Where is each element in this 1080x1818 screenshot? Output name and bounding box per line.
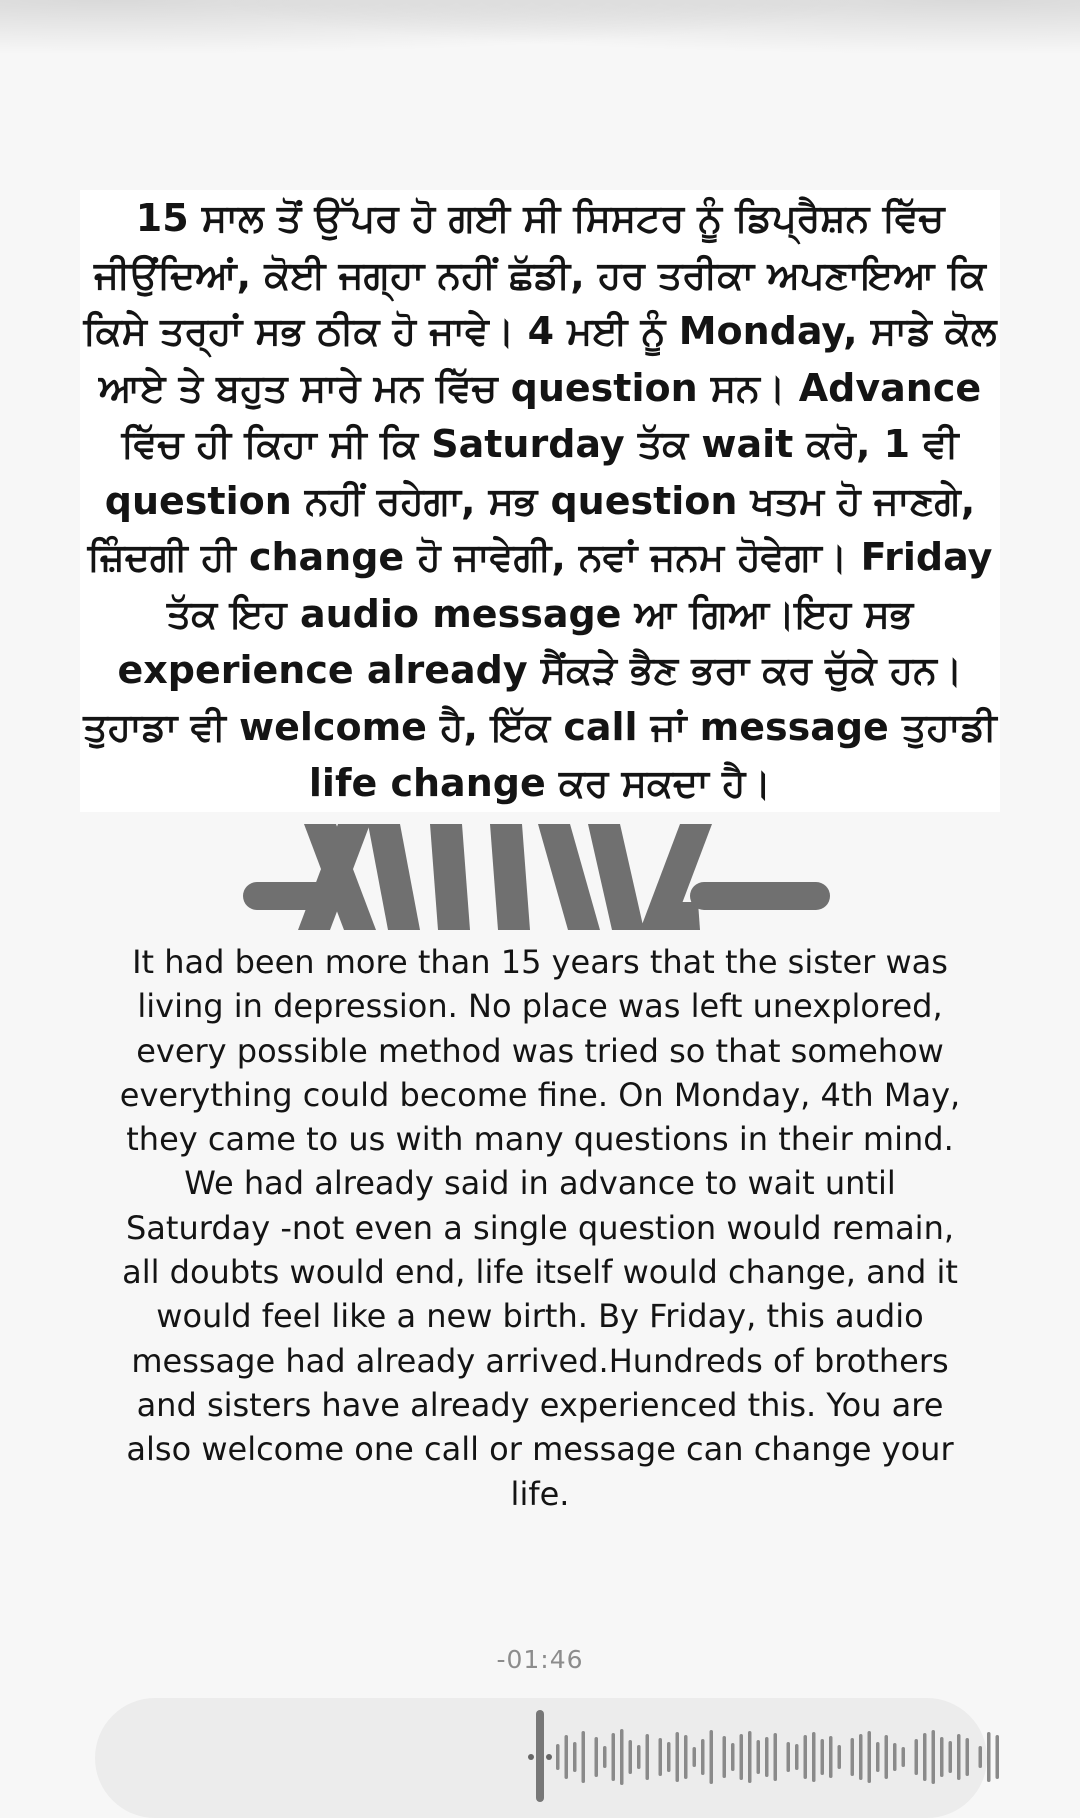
waveform-bar <box>774 1733 778 1781</box>
waveform-bar <box>620 1729 624 1785</box>
waveform-logo-icon <box>240 822 840 932</box>
waveform-bar <box>556 1744 560 1770</box>
waveform-bar <box>876 1742 880 1772</box>
waveform-bar <box>949 1741 953 1773</box>
waveform-bar <box>804 1735 808 1779</box>
waveform-bar <box>595 1737 599 1777</box>
waveform-bar <box>565 1735 569 1779</box>
waveform-bar <box>740 1734 744 1780</box>
time-remaining: -01:46 <box>496 1645 584 1674</box>
waveform-bar <box>710 1730 714 1784</box>
waveform-bar <box>693 1747 697 1767</box>
playhead-dot-left <box>528 1754 534 1760</box>
audio-waveform[interactable] <box>522 1705 1002 1806</box>
waveform-bar <box>893 1743 897 1771</box>
waveform-bar <box>795 1744 799 1770</box>
waveform-bar <box>838 1745 842 1769</box>
waveform-bar <box>915 1739 919 1775</box>
waveform-bar <box>996 1735 1000 1779</box>
waveform-bar <box>966 1738 970 1776</box>
playhead-dot-right <box>546 1754 552 1760</box>
waveform-bar <box>684 1735 688 1779</box>
waveform-bar <box>757 1740 761 1774</box>
waveform-bar <box>676 1732 680 1782</box>
waveform-bar <box>573 1742 577 1772</box>
top-edge-shadow <box>0 0 1080 70</box>
waveform-bar <box>902 1747 906 1767</box>
punjabi-caption: 15 ਸਾਲ ਤੋਂ ਉੱਪਰ ਹੋ ਗਈ ਸੀ ਸਿਸਟਰ ਨੂੰ ਡਿਪ੍ਰੈਸ਼ਨ ਵਿੱਚ ਜੀਉਂਦਿਆਂ, ਕੋਈ ਜਗ੍ਹਾ ਨਹੀਂ ਛੱਡੀ, ਹਰ ਤਰੀਕਾ ਅਪਣਾਇਆ ਕਿ ਕਿਸੇ ਤਰ੍ਹਾਂ ਸਭ ਠੀਕ ਹੋ ਜਾਵੇ। 4 ਮਈ ਨੂੰ Monday, ਸਾਡੇ ਕੋਲ ਆਏ ਤੇ ਬਹੁਤ ਸਾਰੇ ਮਨ ਵਿੱਚ question ਸਨ। Advance ਵਿੱਚ ਹੀ ਕਿਹਾ ਸੀ ਕਿ Saturday ਤੱਕ wait ਕਰੋ, 1 ਵੀ question ਨਹੀਂ ਰਹੇਗਾ, ਸਭ question ਖਤਮ ਹੋ ਜਾਣਗੇ, ਜ਼ਿੰਦਗੀ ਹੀ change ਹੋ ਜਾਵੇਗੀ, ਨਵਾਂ ਜਨਮ ਹੋਵੇਗਾ। Friday ਤੱਕ ਇਹ audio message ਆ ਗਿਆ।ਇਹ ਸਭ experience already ਸੈਂਕੜੇ ਭੈਣ ਭਰਾ ਕਰ ਚੁੱਕੇ ਹਨ। ਤੁਹਾਡਾ ਵੀ welcome ਹੈ, ਇੱਕ call ਜਾਂ message ਤੁਹਾਡੀ life change ਕਰ ਸਕਦਾ ਹੈ। <box>80 190 1000 812</box>
waveform-bar <box>629 1740 633 1774</box>
waveform-bar <box>731 1743 735 1771</box>
english-caption: It had been more than 15 years that the sister was living in depression. No place was left unexplored, every possible method was tried so that somehow everything could become fine. On Monday, 4th May, they came to us with many questions in their mind. We had already said in advance to wait until Saturday -not even a single question would remain, all doubts would end, life itself would change, and it would feel like a new birth. By Friday, this audio message had already arrived.Hundreds of brothers and sisters have already experienced this. You are also welcome one call or message can change your life. <box>119 943 961 1513</box>
waveform-bar <box>787 1742 791 1772</box>
waveform-bar <box>646 1734 650 1780</box>
waveform-bar <box>859 1734 863 1780</box>
waveform-bar <box>868 1731 872 1783</box>
waveform-bar <box>932 1730 936 1784</box>
waveform-bar <box>851 1738 855 1776</box>
waveform-bar <box>748 1731 752 1783</box>
waveform-bar <box>885 1735 889 1779</box>
waveform-bar <box>765 1737 769 1777</box>
waveform-bar <box>957 1734 961 1780</box>
waveform-bar <box>612 1733 616 1781</box>
waveform-bar <box>923 1733 927 1781</box>
waveform-bar <box>812 1732 816 1782</box>
waveform-bar <box>829 1736 833 1778</box>
waveform-bar <box>603 1746 607 1768</box>
waveform-bars <box>556 1729 999 1785</box>
waveform-bar <box>723 1736 727 1778</box>
playhead-icon <box>536 1710 544 1802</box>
waveform-bar <box>659 1738 663 1776</box>
waveform-bar <box>987 1732 991 1782</box>
waveform-bar <box>667 1742 671 1772</box>
waveform-bar <box>979 1746 983 1768</box>
waveform-bar <box>940 1737 944 1777</box>
waveform-bar <box>582 1731 586 1783</box>
waveform-bar <box>701 1739 705 1775</box>
waveform-bar <box>821 1739 825 1775</box>
waveform-bar <box>637 1745 641 1769</box>
